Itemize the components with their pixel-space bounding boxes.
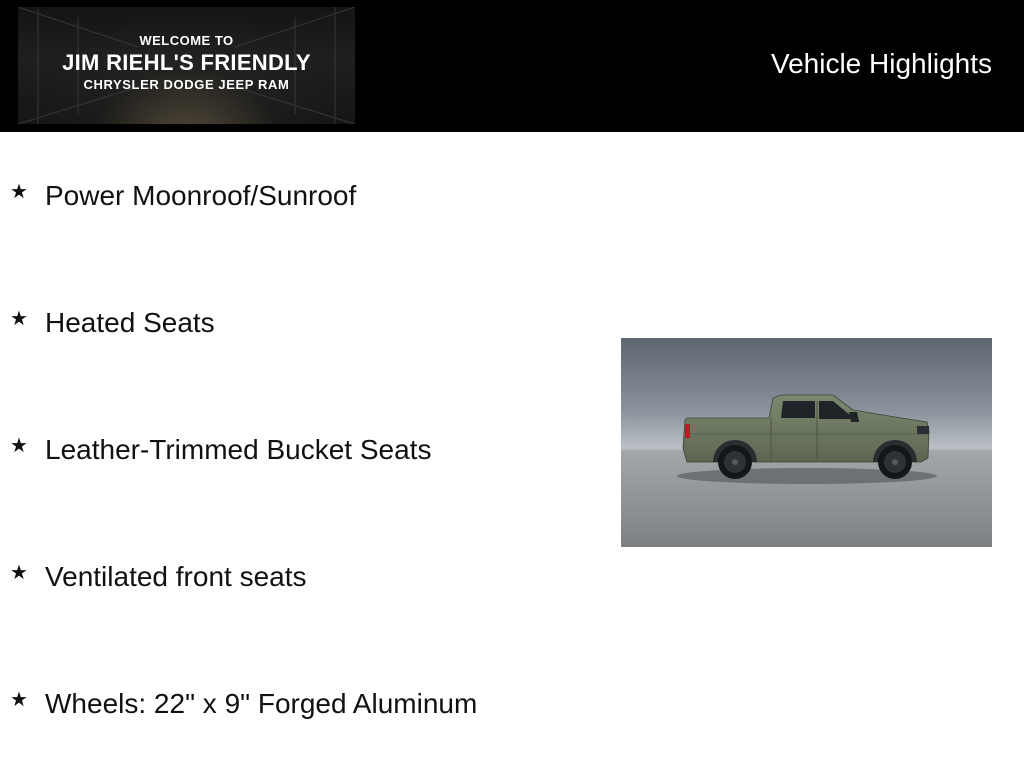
dealer-logo[interactable] (18, 7, 355, 124)
star-icon: ★ (10, 181, 28, 203)
feature-label: Leather-Trimmed Bucket Seats (45, 434, 432, 465)
star-icon: ★ (10, 308, 28, 330)
logo-dealer-name: JIM RIEHL'S FRIENDLY (62, 50, 311, 75)
logo-welcome-text: WELCOME TO (139, 33, 234, 48)
star-icon: ★ (10, 689, 28, 711)
header-bar (0, 0, 1024, 132)
logo-text (18, 7, 355, 124)
vehicle-photo (621, 338, 992, 547)
feature-label: Power Moonroof/Sunroof (45, 180, 357, 211)
logo-brands-text: CHRYSLER DODGE JEEP RAM (83, 77, 290, 92)
star-icon: ★ (10, 435, 28, 457)
star-icon: ★ (10, 562, 28, 584)
feature-label: Ventilated front seats (45, 561, 307, 592)
feature-label: Heated Seats (45, 307, 215, 338)
feature-label: Wheels: 22" x 9" Forged Aluminum (45, 688, 478, 719)
page-title: Vehicle Highlights (770, 48, 992, 79)
pickup-truck-illustration (621, 338, 992, 547)
